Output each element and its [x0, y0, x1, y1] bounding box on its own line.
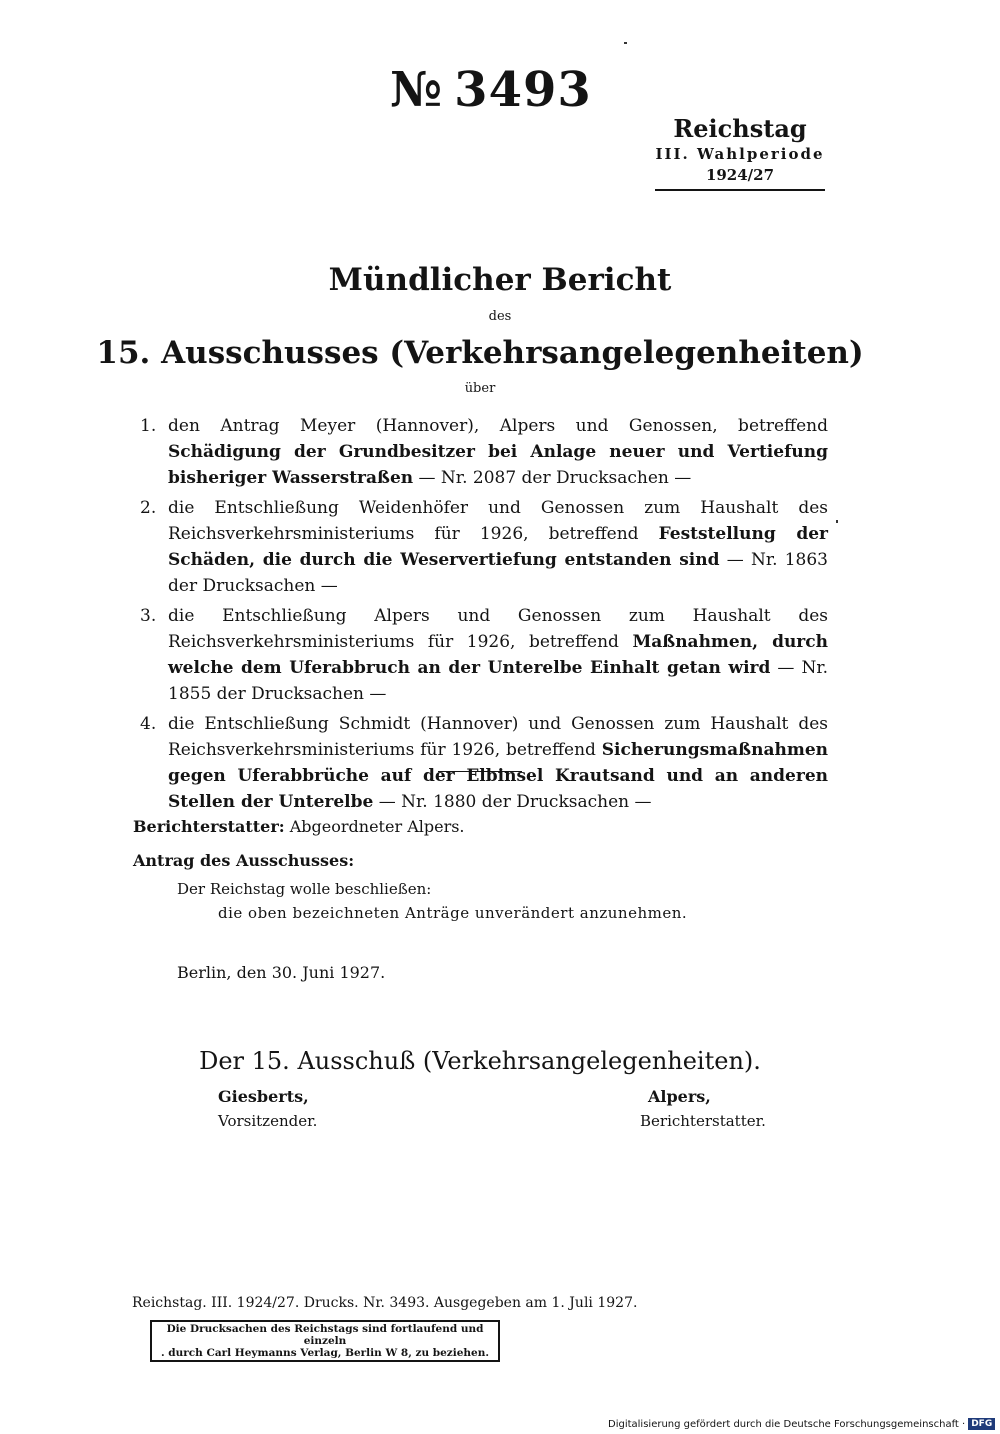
list-item: [140, 711, 828, 815]
item-reference: — Nr. 2087 der Drucksachen —: [413, 468, 692, 488]
item-subject: Sicherungsmaßnahmen gegen Uferabbrüche auf der Elbinsel Krautsand und an anderen Stellen der Unterelbe: [168, 740, 828, 812]
item-subject: Maßnahmen, durch welche dem Uferabbruch an der Unterelbe Einhalt getan wird: [168, 632, 828, 678]
heading-ueber: über: [464, 381, 496, 396]
distribution-note: [150, 1320, 500, 1362]
note-line-2: . durch Carl Heymanns Verlag, Berlin W 8, zu beziehen.: [160, 1347, 490, 1359]
item-subject: Schädigung der Grundbesitzer bei Anlage neuer und Vertiefung bisheriger Wasserstraßen: [168, 442, 828, 488]
digitization-credit: [608, 1418, 995, 1430]
list-item: [140, 603, 828, 707]
reporter-value: Abgeordneter Alpers.: [289, 817, 465, 836]
item-number: 1.: [140, 416, 157, 436]
number-sign: №: [390, 62, 441, 118]
list-item: [140, 495, 828, 599]
note-line-1: Die Drucksachen des Reichstags sind fortlaufend und einzeln: [166, 1323, 484, 1347]
footer-line: Reichstag. III. 1924/27. Drucks. Nr. 3493. Ausgegeben am 1. Juli 1927.: [132, 1295, 638, 1311]
motion-line-1: Der Reichstag wolle beschließen:: [177, 880, 432, 898]
item-text: die Entschließung Weidenhöfer und Genossen zum Haushalt des Reichsverkehrsministeriums für 1926, betreffend: [168, 498, 828, 544]
item-reference: — Nr. 1855 der Drucksachen —: [168, 658, 828, 704]
item-number: 3.: [140, 606, 157, 626]
committee-title: 15. Ausschusses (Verkehrsangelegenheiten): [96, 335, 864, 371]
items-list: [140, 413, 828, 819]
chair-name: Giesberts,: [218, 1087, 309, 1106]
reporter-label: Berichterstatter:: [133, 817, 285, 836]
section-divider: [438, 771, 522, 772]
scan-speck: [836, 520, 838, 523]
item-number: 2.: [140, 498, 157, 518]
reichstag-period-box: [655, 115, 825, 191]
document-number-value: 3493: [454, 62, 592, 118]
motion-line-2: die oben bezeichneten Anträge unverändert anzunehmen.: [218, 904, 688, 922]
reporter-name: Alpers,: [648, 1087, 711, 1106]
period-label: III. Wahlperiode: [655, 145, 825, 163]
heading-des: des: [488, 309, 512, 324]
item-reference: — Nr. 1863 der Drucksachen —: [168, 550, 828, 596]
document-number: [390, 62, 592, 118]
item-subject: Feststellung der Schäden, die durch die Weservertiefung entstanden sind: [168, 524, 828, 570]
report-title: Mündlicher Bericht: [328, 262, 672, 298]
item-text: die Entschließung Schmidt (Hannover) und Genossen zum Haushalt des Reichsverkehrsministeriums für 1926, betreffend: [168, 714, 828, 760]
item-text: die Entschließung Alpers und Genossen zum Haushalt des Reichsverkehrsministeriums für 1926, betreffend: [168, 606, 828, 652]
item-number: 4.: [140, 714, 157, 734]
chair-role: Vorsitzender.: [218, 1112, 318, 1130]
item-reference: — Nr. 1880 der Drucksachen —: [373, 792, 652, 812]
reichstag-label: Reichstag: [673, 114, 807, 143]
item-text: den Antrag Meyer (Hannover), Alpers und Genossen, betreffend: [168, 416, 828, 436]
box-underline: [655, 189, 825, 191]
dfg-logo: DFG: [968, 1418, 995, 1430]
scan-speck: [624, 42, 627, 44]
reporter-role: Berichterstatter.: [640, 1112, 766, 1130]
signing-committee: Der 15. Ausschuß (Verkehrsangelegenheiten).: [199, 1047, 761, 1075]
place-date: Berlin, den 30. Juni 1927.: [177, 963, 386, 982]
credit-text: Digitalisierung gefördert durch die Deutsche Forschungsgemeinschaft ·: [608, 1419, 966, 1430]
period-years: 1924/27: [705, 166, 775, 184]
motion-label: Antrag des Ausschusses:: [133, 851, 355, 870]
reporter-line: [133, 817, 465, 836]
list-item: [140, 413, 828, 491]
